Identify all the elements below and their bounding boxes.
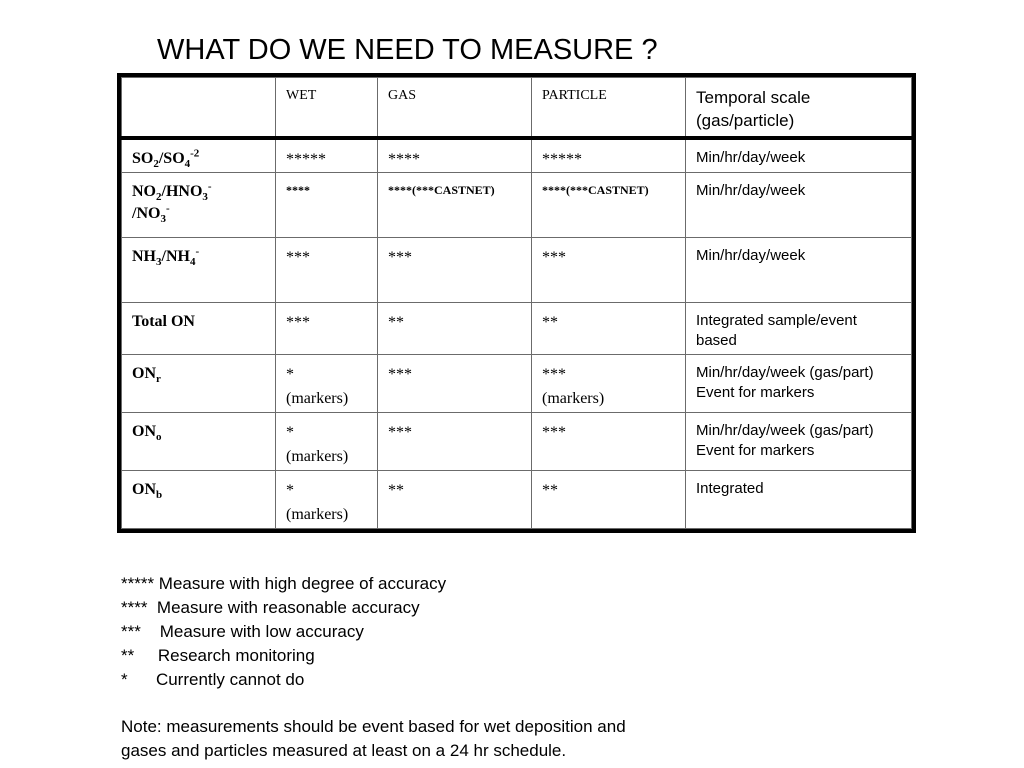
temporal-line2: Event for markers xyxy=(696,441,815,459)
temporal-line1: Min/hr/day/week xyxy=(696,148,806,166)
cell-temporal xyxy=(686,470,912,529)
legend xyxy=(121,572,446,692)
row-label-no2-hno3-no3 xyxy=(122,172,276,237)
temporal-line2: Event for markers xyxy=(696,383,815,401)
label-text: ON xyxy=(132,480,156,498)
temporal-line1: Min/hr/day/week (gas/part) xyxy=(696,421,874,439)
temporal-line1: Min/hr/day/week xyxy=(696,181,806,199)
cell-particle: ** xyxy=(532,470,686,529)
temporal-line1: Integrated xyxy=(696,479,764,497)
cell-gas: *** xyxy=(378,412,532,470)
cell-gas: *** xyxy=(378,237,532,302)
legend-item: ***** Measure with high degree of accuracy xyxy=(121,574,447,593)
header-temporal-line1: Temporal scale xyxy=(696,88,811,107)
table-row xyxy=(122,172,912,237)
label-subscript: 3 xyxy=(160,212,166,225)
cell-line2: (markers) xyxy=(286,505,349,523)
row-label-so2-so4 xyxy=(122,138,276,173)
cell-temporal xyxy=(686,237,912,302)
cell-wet xyxy=(276,354,378,412)
cell-gas: *** xyxy=(378,354,532,412)
cell-particle: *** xyxy=(532,412,686,470)
cell-particle xyxy=(532,354,686,412)
legend-item: **** Measure with reasonable accuracy xyxy=(121,598,420,617)
cell-temporal xyxy=(686,302,912,354)
label-subscript: 3 xyxy=(156,255,162,268)
temporal-line1: Min/hr/day/week (gas/part) xyxy=(696,363,874,381)
table-row xyxy=(122,470,912,529)
header-temporal-line2: (gas/particle) xyxy=(696,111,795,130)
header-gas: GAS xyxy=(378,78,532,138)
cell-wet: *** xyxy=(276,302,378,354)
label-line1 xyxy=(132,181,265,203)
label-text: /NO xyxy=(132,204,161,222)
table-row xyxy=(122,412,912,470)
cell-wet: *** xyxy=(276,237,378,302)
header-wet: WET xyxy=(276,78,378,138)
label-superscript: - xyxy=(195,245,200,258)
cell-line2: (markers) xyxy=(286,447,349,465)
cell-gas: ** xyxy=(378,470,532,529)
cell-particle: *** xyxy=(532,237,686,302)
table-row xyxy=(122,237,912,302)
temporal-line2: based xyxy=(696,331,737,349)
header-temporal-scale xyxy=(686,78,912,138)
row-label-on-r xyxy=(122,354,276,412)
row-label-on-o xyxy=(122,412,276,470)
table-row xyxy=(122,302,912,354)
cell-wet xyxy=(276,470,378,529)
label-text: ON xyxy=(132,364,156,382)
cell-line1: * xyxy=(286,365,294,383)
label-superscript: -2 xyxy=(190,147,200,160)
table-row xyxy=(122,354,912,412)
label-subscript: 4 xyxy=(184,157,191,170)
label-text: SO xyxy=(132,149,154,167)
label-subscript: b xyxy=(156,488,163,501)
label-line2 xyxy=(132,203,265,225)
label-subscript: 2 xyxy=(156,190,162,203)
label-text: /SO xyxy=(158,149,185,167)
cell-particle: ****(***CASTNET) xyxy=(532,172,686,237)
cell-temporal xyxy=(686,354,912,412)
table-row xyxy=(122,138,912,173)
label-superscript: - xyxy=(165,202,170,215)
cell-line1: *** xyxy=(542,365,566,383)
header-particle: PARTICLE xyxy=(532,78,686,138)
cell-wet xyxy=(276,412,378,470)
legend-item: *** Measure with low accuracy xyxy=(121,622,364,641)
label-subscript: r xyxy=(156,372,161,385)
cell-particle: ** xyxy=(532,302,686,354)
table-header-row xyxy=(122,78,912,138)
label-subscript: 4 xyxy=(189,255,196,268)
label-text: NO xyxy=(132,182,156,200)
cell-gas: **** xyxy=(378,138,532,173)
note-line1: Note: measurements should be event based for wet deposition and xyxy=(121,717,626,736)
label-text: /HNO xyxy=(161,182,203,200)
label-subscript: o xyxy=(156,430,162,443)
row-label-nh3-nh4 xyxy=(122,237,276,302)
cell-line2: (markers) xyxy=(542,389,605,407)
page-title: WHAT DO WE NEED TO MEASURE ? xyxy=(157,34,658,66)
label-text: ON xyxy=(132,422,156,440)
cell-particle: ***** xyxy=(532,138,686,173)
note-line2: gases and particles measured at least on a 24 hr schedule. xyxy=(121,741,567,760)
cell-temporal xyxy=(686,172,912,237)
cell-temporal xyxy=(686,412,912,470)
row-label-total-on: Total ON xyxy=(122,302,276,354)
legend-item: * Currently cannot do xyxy=(121,670,305,689)
legend-item: ** Research monitoring xyxy=(121,646,315,665)
note-text xyxy=(121,715,741,763)
cell-gas: ****(***CASTNET) xyxy=(378,172,532,237)
row-label-on-b xyxy=(122,470,276,529)
cell-wet: **** xyxy=(276,172,378,237)
temporal-line1: Integrated sample/event xyxy=(696,311,857,329)
label-subscript: 3 xyxy=(202,190,208,203)
label-text: NH xyxy=(132,247,156,265)
label-text: /NH xyxy=(161,247,190,265)
cell-line1: * xyxy=(286,423,294,441)
cell-gas: ** xyxy=(378,302,532,354)
header-corner-cell xyxy=(122,78,276,138)
label-superscript: - xyxy=(207,180,212,193)
cell-line1: * xyxy=(286,481,294,499)
cell-line2: (markers) xyxy=(286,389,349,407)
cell-wet: ***** xyxy=(276,138,378,173)
label-subscript: 2 xyxy=(153,157,159,170)
temporal-line1: Min/hr/day/week xyxy=(696,246,806,264)
measurement-table xyxy=(117,73,916,533)
cell-temporal xyxy=(686,138,912,173)
